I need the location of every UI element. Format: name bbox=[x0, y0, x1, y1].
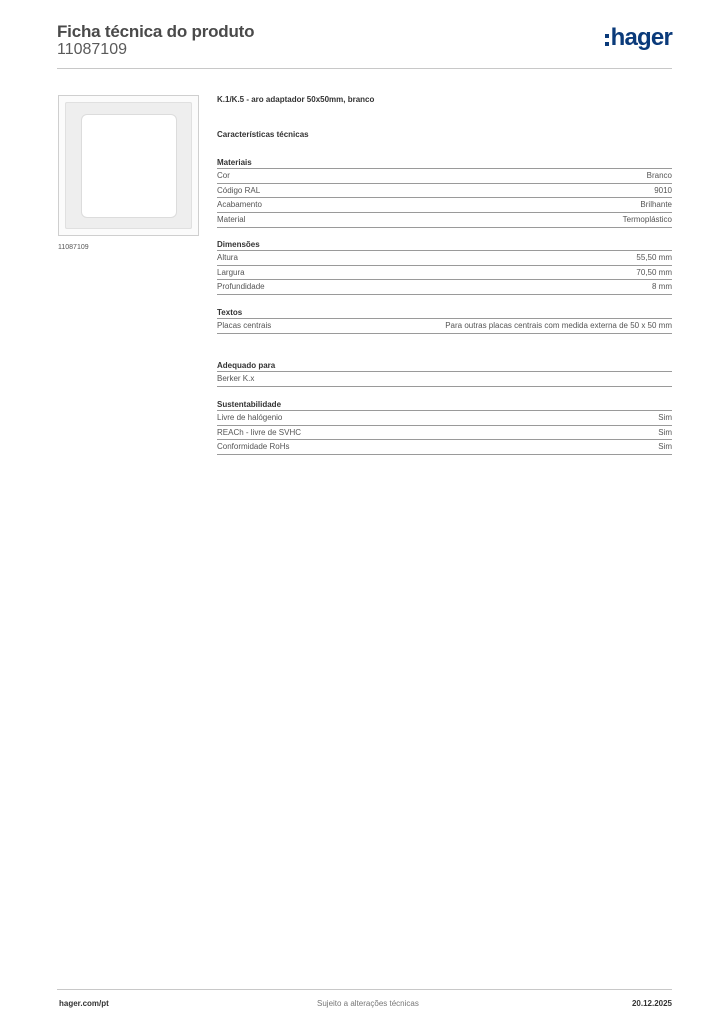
spec-value: 8 mm bbox=[652, 282, 672, 292]
spec-row bbox=[217, 319, 672, 334]
section-title: Dimensões bbox=[217, 238, 672, 251]
website-link[interactable]: hager.com/pt bbox=[59, 999, 109, 1008]
section-title: Materiais bbox=[217, 156, 672, 169]
spec-row bbox=[217, 251, 672, 266]
spec-row bbox=[217, 266, 672, 281]
page-title: Ficha técnica do produto bbox=[57, 22, 255, 41]
adapter-frame-opening bbox=[82, 115, 176, 217]
spec-value: Sim bbox=[658, 427, 672, 437]
spec-value: 55,50 mm bbox=[636, 253, 672, 262]
tech-characteristics-title: Características técnicas bbox=[217, 130, 309, 139]
logo-dots-icon bbox=[605, 34, 609, 46]
spec-row bbox=[217, 198, 672, 213]
product-name: K.1/K.5 - aro adaptador 50x50mm, branco bbox=[217, 95, 375, 104]
spec-label: REACh - livre de SVHC bbox=[217, 427, 302, 437]
spec-label: Código RAL bbox=[217, 185, 261, 195]
spec-row bbox=[217, 169, 672, 184]
document-date: 20.12.2025 bbox=[631, 999, 672, 1008]
spec-row bbox=[217, 426, 672, 441]
spec-value: Sim bbox=[658, 442, 672, 452]
section-sustentabilidade bbox=[217, 398, 672, 455]
spec-label: Conformidade RoHs bbox=[217, 442, 290, 452]
spec-value: 9010 bbox=[654, 185, 672, 195]
spec-label: Livre de halógenio bbox=[217, 413, 283, 422]
section-materiais bbox=[217, 156, 672, 228]
header bbox=[57, 20, 672, 69]
spec-label: Placas centrais bbox=[217, 321, 272, 330]
disclaimer: Sujeito a alterações técnicas bbox=[317, 999, 419, 1008]
spec-row bbox=[217, 184, 672, 199]
spec-value: Brilhante bbox=[640, 200, 672, 210]
spec-label: Acabamento bbox=[217, 200, 262, 210]
spec-value: Para outras placas centrais com medida externa de 50 x 50 mm bbox=[445, 321, 672, 330]
spec-label: Largura bbox=[217, 267, 245, 277]
spec-row bbox=[217, 440, 672, 455]
spec-label: Profundidade bbox=[217, 282, 265, 292]
spec-row bbox=[217, 213, 672, 228]
spec-row bbox=[217, 280, 672, 295]
spec-label: Material bbox=[217, 215, 246, 225]
spec-value: Branco bbox=[646, 171, 672, 180]
section-adequado bbox=[217, 359, 672, 387]
spec-label: Altura bbox=[217, 253, 238, 262]
hager-logo bbox=[605, 25, 672, 51]
spec-row bbox=[217, 372, 672, 387]
product-image bbox=[58, 95, 199, 236]
image-caption: 11087109 bbox=[58, 244, 89, 251]
spec-label: Cor bbox=[217, 171, 230, 180]
section-title: Sustentabilidade bbox=[217, 398, 672, 411]
spec-row bbox=[217, 411, 672, 426]
spec-label: Berker K.x bbox=[217, 374, 255, 383]
logo-text: hager bbox=[610, 24, 672, 51]
spec-value: Termoplástico bbox=[622, 215, 672, 225]
section-title: Adequado para bbox=[217, 359, 672, 372]
spec-value: Sim bbox=[658, 413, 672, 422]
section-dimensoes bbox=[217, 238, 672, 295]
section-title: Textos bbox=[217, 306, 672, 319]
spec-value: 70,50 mm bbox=[636, 267, 672, 277]
section-textos bbox=[217, 306, 672, 334]
footer bbox=[57, 989, 672, 1009]
adapter-frame-outer bbox=[65, 102, 192, 229]
product-id: 11087109 bbox=[57, 41, 127, 58]
